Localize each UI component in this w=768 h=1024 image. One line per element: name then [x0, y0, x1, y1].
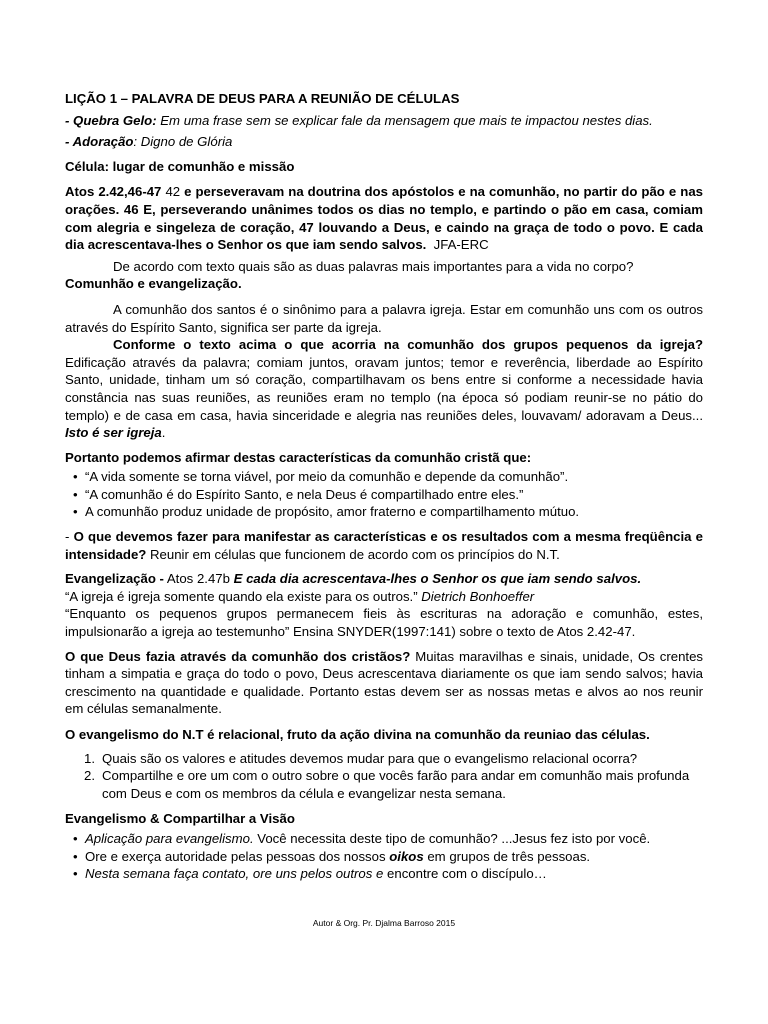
visao-list — [65, 830, 703, 883]
atos-ref: Atos 2.42,46-47 — [65, 184, 162, 200]
question-1: De acordo com texto quais são as duas palavras mais importantes para a vida no corpo? — [113, 258, 634, 274]
quebra-gelo-text: Em uma frase sem se explicar fale da mensagem que mais te impactou nestes dias. — [156, 112, 653, 128]
quebra-gelo-label: - Quebra Gelo: — [65, 112, 157, 128]
lesson-title: LIÇÃO 1 – PALAVRA DE DEUS PARA A REUNIÃO DE CÉLULAS — [65, 91, 460, 106]
list-item-text: “A vida somente se torna viável, por meio da comunhão e depende da comunhão”. — [85, 469, 569, 485]
list-item-text: Compartilhe e ore um com o outro sobre o que vocês farão para andar em comunhão mais profunda com Deus e com os membros da célula e evangelizar nesta semana. — [102, 768, 690, 801]
evangelizacao-ref: Atos 2.47b — [163, 571, 234, 587]
list-item-text: A comunhão produz unidade de propósito, amor fraterno e compartilhamento mútuo. — [85, 504, 580, 520]
visao-item-2-pre: Ore e exerça autoridade pelas pessoas dos nossos — [85, 848, 390, 864]
caracteristicas-list — [65, 468, 703, 521]
bullet-icon: • — [73, 469, 78, 485]
answer-2-emphasis: Isto é ser igreja — [65, 425, 162, 441]
bullet-icon: • — [73, 504, 78, 520]
snyder-quote: “Enquanto os pequenos grupos permanecem fieis às escrituras na adoração e comunhão, estes, impulsionarão a igreja ao testemunho” Ensina SNYDER(1997:141) sobre o texto de Atos 2.42-47. — [65, 606, 703, 640]
bonhoeffer-quote — [65, 588, 703, 606]
answer-4-text: Muitas maravilhas e sinais, unidade, Os crentes tinham a simpatia e graça do todo o povo, Deus acrescentava diariamente os que iam sendo salvos; havia crescimento na quantidade e qualidade. Portanto estas devem ser as nossas metas e alvos ao nos reunir em células semanalmente. — [65, 648, 703, 717]
caracteristicas-heading: Portanto podemos afirmar destas características da comunhão cristã que: — [65, 449, 532, 465]
adoracao-text: : Digno de Glória — [133, 134, 233, 150]
list-item — [65, 486, 703, 504]
question-4-text: O que Deus fazia através da comunhão dos cristãos? — [65, 648, 411, 664]
list-item — [65, 503, 703, 521]
question-3-text: O que devemos fazer para manifestar as características e os resultados com a mesma freqüência e intensidade? — [65, 529, 703, 562]
evangelizacao-label: Evangelização - — [65, 571, 164, 587]
quebra-gelo-line — [65, 112, 703, 130]
visao-item-1-text: Você necessita deste tipo de comunhão? ...Jesus fez isto por você. — [253, 830, 651, 846]
list-item — [65, 468, 703, 486]
lesson-content — [65, 90, 703, 883]
bible-version: JFA-ERC — [433, 237, 489, 253]
question-2 — [65, 336, 703, 442]
list-item-text: “A comunhão é do Espírito Santo, e nela Deus é compartilhado entre eles.” — [85, 486, 524, 502]
celula-heading: Célula: lugar de comunhão e missão — [65, 158, 295, 174]
question-3-prefix: - — [65, 529, 74, 545]
bonhoeffer-quote-text: “A igreja é igreja somente quando ela existe para os outros.” — [65, 588, 422, 604]
page-footer: Autor & Org. Pr. Djalma Barroso 2015 — [312, 918, 456, 928]
comunhao-paragraph: A comunhão dos santos é o sinônimo para a palavra igreja. Estar em comunhão uns com os outros através do Espírito Santo, significa ser parte da igreja. — [65, 301, 703, 335]
answer-2-end: . — [161, 425, 166, 441]
list-item — [65, 767, 703, 802]
bonhoeffer-author: Dietrich Bonhoeffer — [421, 588, 535, 604]
bullet-icon: • — [73, 830, 78, 846]
visao-heading: Evangelismo & Compartilhar a Visão — [65, 811, 295, 827]
question-2-text: Conforme o texto acima o que acorria na comunhão dos grupos pequenos da igreja? — [113, 337, 703, 353]
bullet-icon: • — [73, 848, 78, 864]
evangelismo-heading: O evangelismo do N.T é relacional, fruto da ação divina na comunhão da reuniao das células. — [65, 727, 650, 742]
atos-text: e perseveravam na doutrina dos apóstolos e na comunhão, no partir do pão e nas orações. 46 E, perseverando unânimes todos os dias no templo, e partindo o pão em casa, comiam com alegria e singeleza de coração, 47 louvando a Deus, e caindo na graça de todo o povo. E cada dia acrescentava-lhes o Senhor os que iam sendo salvos. — [65, 184, 703, 253]
atos-verse-number: 42 — [161, 184, 181, 200]
question-4 — [65, 648, 703, 718]
list-item — [65, 750, 703, 768]
adoracao-line — [65, 133, 703, 151]
list-item — [65, 830, 703, 848]
list-item — [65, 865, 703, 883]
answer-1: Comunhão e evangelização. — [65, 276, 242, 292]
atos-passage — [65, 183, 703, 253]
visao-item-2-bold: oikos — [389, 848, 424, 864]
list-item-text: Quais são os valores e atitudes devemos mudar para que o evangelismo relacional ocorra? — [102, 750, 638, 766]
answer-3-text: Reunir em células que funcionem de acordo com os princípios do N.T. — [146, 546, 560, 562]
visao-item-2-post: em grupos de três pessoas. — [423, 848, 591, 864]
bullet-icon: • — [73, 486, 78, 502]
evangelizacao-line — [65, 570, 703, 588]
question-3 — [65, 528, 703, 563]
evangelizacao-quote: E cada dia acrescentava-lhes o Senhor os que iam sendo salvos. — [233, 571, 642, 587]
bullet-icon: • — [73, 866, 78, 882]
visao-item-3-text: encontre com o discípulo… — [383, 866, 547, 882]
list-item — [65, 848, 703, 866]
list-number: 1. — [84, 750, 95, 766]
adoracao-label: - Adoração — [65, 134, 134, 150]
visao-item-1-italic: Aplicação para evangelismo. — [85, 830, 254, 846]
discussion-list — [65, 750, 703, 803]
answer-2-text: Edificação através da palavra; comiam juntos, oravam juntos; temor e reverência, liberdade ao Espírito Santo, unidade, tinham um só coração, compartilhavam os bens entre si conforme a necessidade havia constância nas suas reuniões, as reuniões eram no templo (na época só podiam reunir-se no pátio do templo) e de casa em casa, havia sinceridade e alegria nas reuniões deles, louvavam/ adoravam a Deus... — [65, 354, 703, 423]
visao-item-3-italic: Nesta semana faça contato, ore uns pelos outros e — [85, 866, 384, 882]
list-number: 2. — [84, 768, 95, 784]
